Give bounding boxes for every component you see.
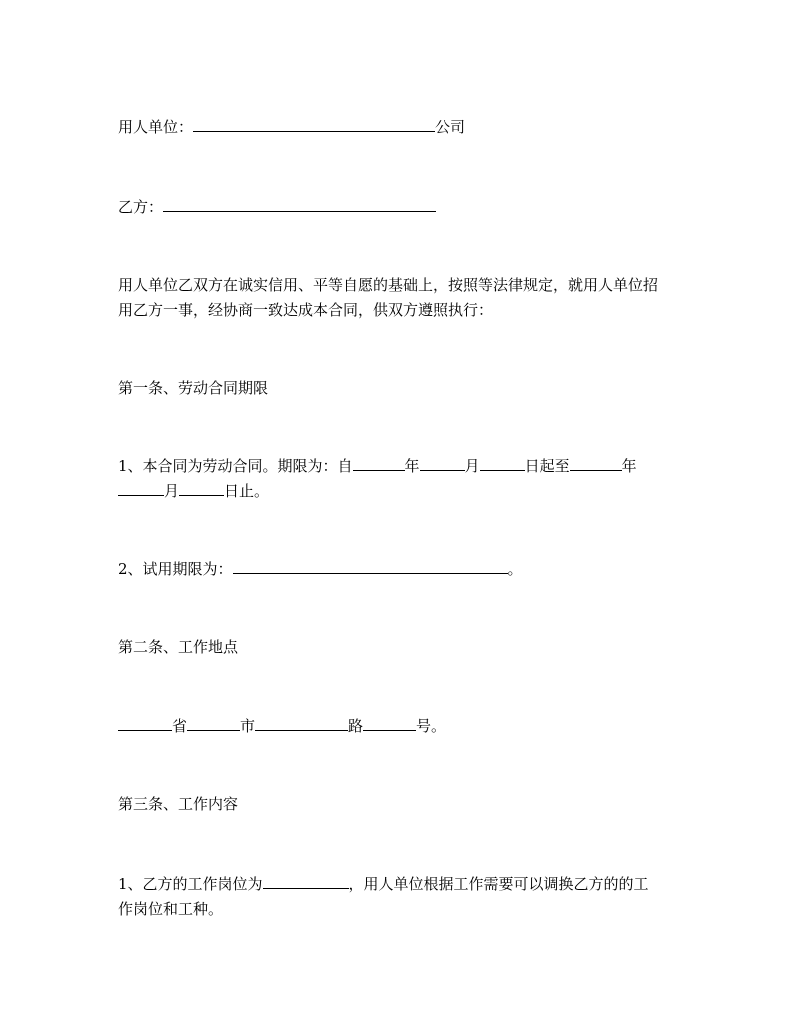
article-3-heading: 第三条、工作内容 [118,795,239,813]
city-blank[interactable] [187,715,240,731]
number-label: 号。 [416,717,447,735]
work-address-line [118,713,446,739]
road-label: 路 [348,717,364,735]
city-label: 市 [240,717,256,735]
term-start-month-blank[interactable] [420,455,465,471]
term-day-start-label: 日起至 [524,457,570,475]
party-b-name-blank[interactable] [163,196,436,212]
article-3-clause-1-line-2: 作岗位和工种。 [118,900,224,918]
province-blank[interactable] [118,715,172,731]
employer-line [118,114,465,140]
probation-period-blank[interactable] [233,558,508,574]
employer-name-blank[interactable] [193,116,435,132]
term-month2-label: 月 [164,482,180,500]
party-b-line [118,194,436,220]
term-end-month-blank[interactable] [118,480,164,496]
employer-label: 用人单位： [118,118,194,136]
article-1-clause-1-line-2 [118,478,269,504]
employer-suffix: 公司 [435,118,466,136]
preamble-line-2: 用乙方一事，经协商一致达成本合同，供双方遵照执行： [118,301,494,319]
article-1-clause-1-line-1 [118,453,637,479]
term-year2-label: 年 [621,457,637,475]
party-b-label: 乙方： [118,198,164,216]
position-prefix: 1、乙方的工作岗位为 [118,875,263,893]
term-month-label: 月 [464,457,480,475]
article-1-heading: 第一条、劳动合同期限 [118,379,269,397]
term-start-day-blank[interactable] [480,455,525,471]
article-3-clause-1-line-1 [118,871,649,897]
probation-suffix: 。 [507,560,523,578]
term-end-year-blank[interactable] [570,455,622,471]
job-position-blank[interactable] [263,873,349,889]
position-suffix: ，用人单位根据工作需要可以调换乙方的的工 [348,875,649,893]
term-end-day-blank[interactable] [179,480,224,496]
number-blank[interactable] [363,715,416,731]
preamble-line-1: 用人单位乙双方在诚实信用、平等自愿的基础上，按照等法律规定，就用人单位招 [118,276,659,294]
term-year-label: 年 [404,457,420,475]
province-label: 省 [172,717,188,735]
article-1-clause-2 [118,556,523,582]
term-prefix: 1、本合同为劳动合同。期限为：自 [118,457,353,475]
probation-prefix: 2、试用期限为： [118,560,233,578]
road-blank[interactable] [255,715,348,731]
term-day-end-label: 日止。 [224,482,270,500]
article-2-heading: 第二条、工作地点 [118,638,239,656]
term-start-year-blank[interactable] [353,455,405,471]
